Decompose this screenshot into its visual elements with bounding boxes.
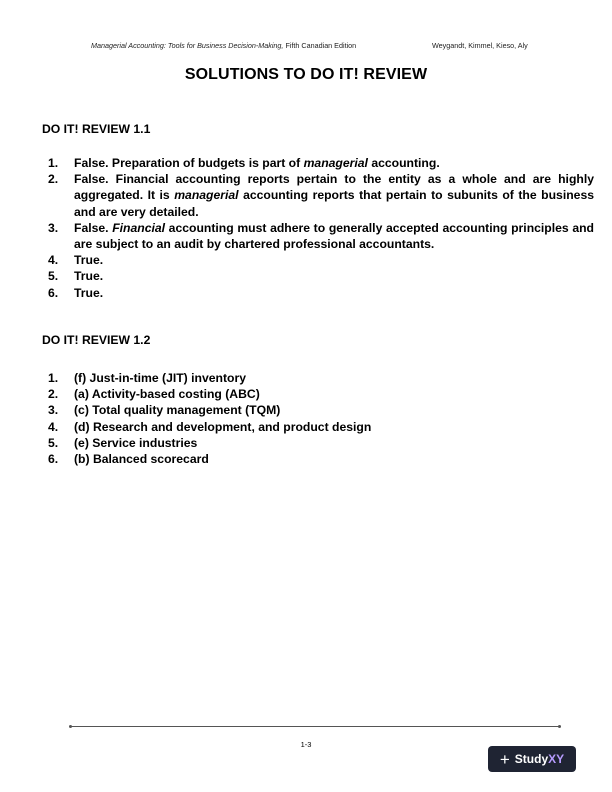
list-item: 5. (e) Service industries: [48, 435, 198, 450]
list-item: 4. (d) Research and development, and product design: [48, 419, 372, 434]
page-title: SOLUTIONS TO DO IT! REVIEW: [184, 66, 428, 83]
footer-divider: [70, 726, 560, 727]
list-item: 5. True.: [48, 269, 104, 284]
list-item: 4. True.: [48, 253, 104, 268]
list-item: 2. (a) Activity-based costing (ABC): [48, 387, 260, 402]
badge-label: StudyXY: [514, 752, 565, 766]
section-heading-1-2: DO IT! REVIEW 1.2: [42, 333, 151, 347]
authors: Weygandt, Kimmel, Kieso, Aly: [432, 41, 528, 50]
list-item: 1. False. Preparation of budgets is part of managerial accounting.: [48, 156, 440, 170]
review-1-2-list: [48, 370, 594, 467]
section-heading-1-1: DO IT! REVIEW 1.1: [42, 122, 151, 136]
book-title: Managerial Accounting: Tools for Business Decision-Making, Fifth Canadian Edition: [91, 41, 357, 50]
page-number: 1-3: [300, 740, 312, 749]
list-item: 3. False. Financial accounting must adhere to generally accepted accounting principles and are subject to an audit by chartered professional accountants.: [48, 220, 594, 252]
plus-icon: +: [499, 749, 510, 769]
list-item: 6. True.: [48, 285, 104, 300]
list-item: 3. (c) Total quality management (TQM): [48, 403, 281, 418]
review-1-1-list: [48, 155, 594, 301]
list-item: 2. False. Financial accounting reports pertain to the entity as a whole and are highly aggregated. It is managerial accounting reports that pertain to subunits of the business and are very detailed.: [48, 172, 594, 219]
list-item: 1. (f) Just-in-time (JIT) inventory: [48, 371, 246, 385]
studyxy-badge[interactable]: [488, 746, 576, 772]
list-item: 6. (b) Balanced scorecard: [48, 452, 209, 467]
